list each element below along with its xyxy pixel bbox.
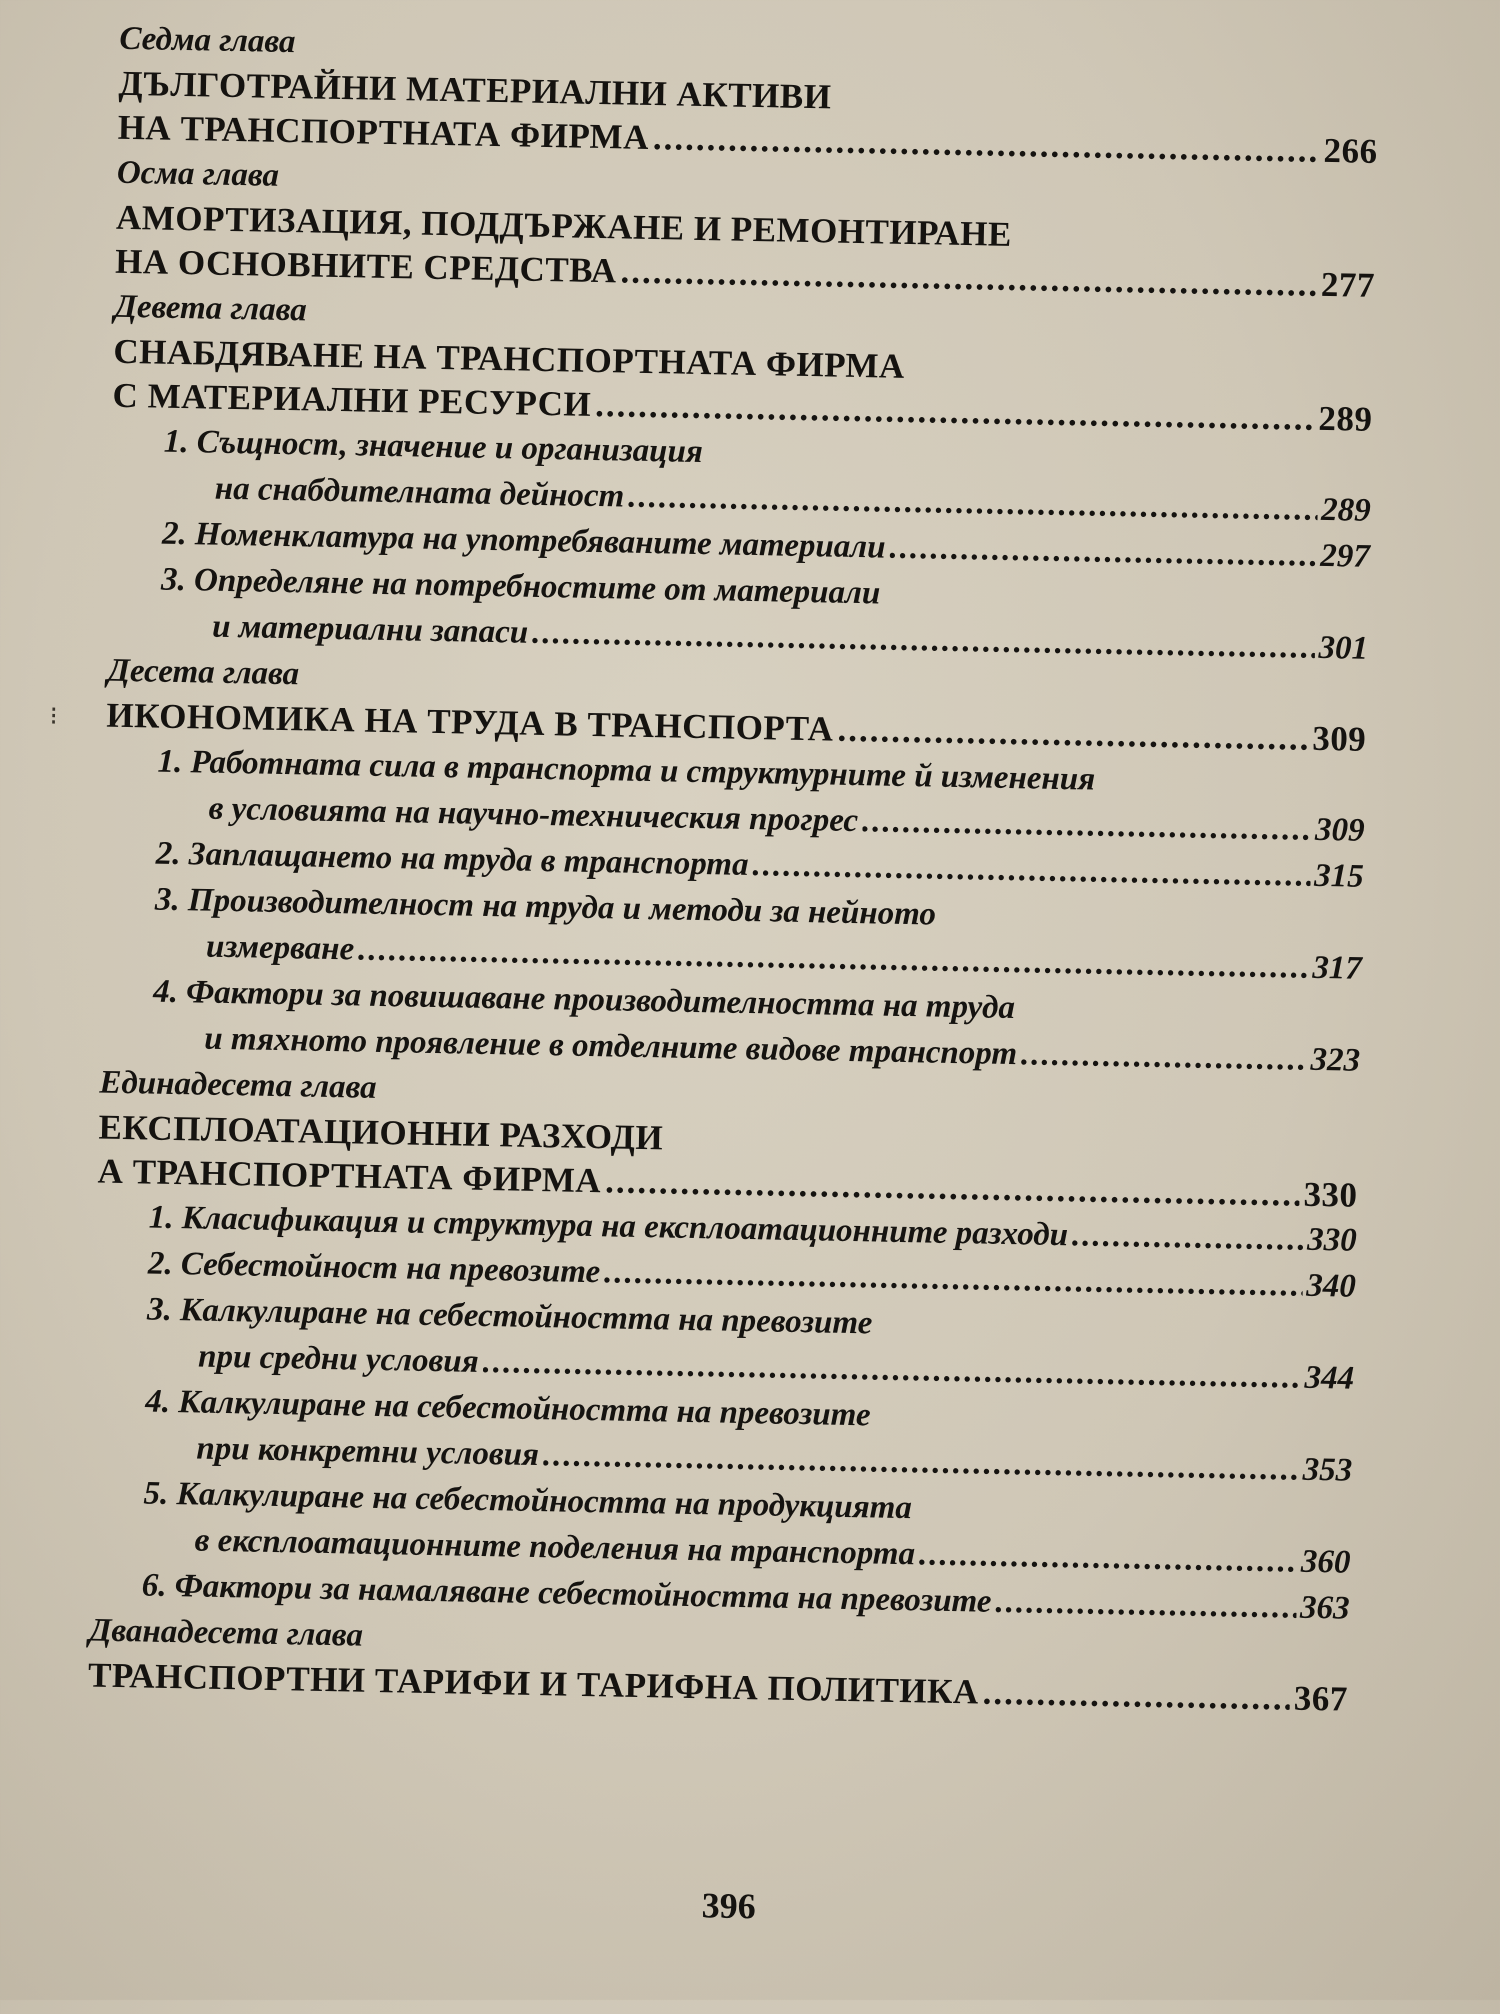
dot-leader	[1072, 1212, 1304, 1262]
dot-leader	[995, 1579, 1296, 1631]
section-title-cont: и материални запаси	[211, 608, 529, 651]
chapter-label: Десета глава	[107, 652, 300, 693]
page-ref: 367	[1293, 1678, 1349, 1719]
chapter-title-line: С МАТЕРИАЛНИ РЕСУРСИ	[112, 375, 592, 424]
section-title: 1. Същност, значение и организация	[163, 423, 704, 471]
margin-mark: ⁝	[49, 701, 59, 731]
chapter-9	[108, 284, 1375, 672]
section-title-cont: и тяхното проявление в отделните видове транспорт	[203, 1020, 1018, 1073]
dot-leader	[1021, 1031, 1307, 1082]
section-title-cont: при конкретни условия	[196, 1430, 540, 1474]
chapter-label: Единадесета глава	[99, 1064, 377, 1106]
section-title: 1. Класификация и структура на експлоатационните разходи	[148, 1199, 1069, 1254]
page-ref: 353	[1302, 1451, 1353, 1489]
chapter-title-line: НА ТРАНСПОРТНАТА ФИРМА	[117, 107, 650, 157]
chapter-title: ДЪЛГОТРАЙНИ МАТЕРИАЛНИ АКТИВИ	[118, 63, 832, 117]
table-of-contents	[88, 16, 1380, 1722]
section-title: 4. Фактори за повишаване производителността на труда	[152, 973, 1016, 1027]
page-ref: 330	[1306, 1221, 1357, 1259]
page-ref: 301	[1318, 629, 1369, 667]
section-title-cont: в условията на научно-техническия прогрес	[208, 790, 859, 840]
chapter-label: Осма глава	[116, 154, 280, 194]
page-ref: 289	[1318, 398, 1373, 439]
chapter-title-line: ИКОНОМИКА НА ТРУДА В ТРАНСПОРТА	[106, 695, 834, 749]
section-title: 3. Производителност на труда и методи за нейното	[154, 881, 937, 933]
page-number: 396	[701, 1885, 757, 1927]
section-title: 3. Определяне на потребностите от материали	[160, 561, 881, 612]
chapter-7	[117, 16, 1379, 174]
section-title-cont: измерване	[205, 928, 355, 968]
chapter-title: АМОРТИЗАЦИЯ, ПОДДЪРЖАНЕ И РЕМОНТИРАНЕ	[115, 197, 1013, 254]
section-title: 4. Калкулиране на себестойността на превозите	[144, 1383, 871, 1434]
section-title-cont: в експлоатационните поделения на транспорта	[194, 1522, 916, 1573]
dot-leader	[982, 1671, 1290, 1721]
chapter-label: Девета глава	[114, 288, 308, 329]
section-title: 2. Номенклатура на употребяваните материали	[161, 515, 886, 566]
dot-leader	[919, 1531, 1298, 1584]
section-title: 3. Калкулиране на себестойността на превозите	[146, 1291, 873, 1342]
chapter-title-line: ТРАНСПОРТНИ ТАРИФИ И ТАРИФНА ПОЛИТИКА	[87, 1655, 980, 1712]
page-ref: 323	[1310, 1041, 1361, 1079]
chapter-title-line: А ТРАНСПОРТНАТА ФИРМА	[97, 1151, 602, 1201]
chapter-title: ЕКСПЛОАТАЦИОННИ РАЗХОДИ	[98, 1107, 664, 1158]
chapter-8	[115, 150, 1377, 308]
page-ref: 309	[1314, 811, 1365, 849]
chapter-title: СНАБДЯВАНЕ НА ТРАНСПОРТНАТА ФИРМА	[113, 331, 906, 386]
chapter-10	[100, 648, 1368, 1084]
page-ref: 297	[1319, 537, 1371, 575]
dot-leader	[889, 525, 1317, 579]
page-ref: 360	[1300, 1543, 1351, 1581]
section-title: 1. Работната сила в транспорта и структурните й изменения	[157, 743, 1096, 798]
page-ref: 266	[1323, 130, 1378, 171]
page-ref: 277	[1320, 264, 1376, 305]
section-title: 6. Фактори за намаляване себестойността на превозите	[141, 1567, 992, 1620]
section-title: 5. Калкулиране на себестойността на продукцията	[143, 1475, 913, 1527]
chapter-label: Седма глава	[119, 20, 296, 61]
section-title-cont: на снабдителната дейност	[214, 470, 625, 515]
page-ref: 340	[1305, 1267, 1357, 1305]
chapter-title-line: НА ОСНОВНИТЕ СРЕДСТВА	[114, 241, 617, 291]
page-ref: 344	[1304, 1359, 1355, 1397]
chapter-label: Дванадесета глава	[88, 1612, 364, 1654]
section-title: 2. Заплащането на труда в транспорта	[155, 835, 749, 883]
section-title: 2. Себестойност на превозите	[147, 1245, 601, 1291]
page-ref: 363	[1299, 1589, 1350, 1627]
page-ref: 289	[1320, 491, 1372, 529]
page-ref: 317	[1312, 949, 1363, 987]
page-ref: 309	[1311, 718, 1367, 759]
page-ref: 315	[1313, 857, 1364, 895]
page-ref: 330	[1303, 1174, 1358, 1215]
chapter-11	[89, 1060, 1359, 1632]
section-title-cont: при средни условия	[197, 1338, 480, 1380]
